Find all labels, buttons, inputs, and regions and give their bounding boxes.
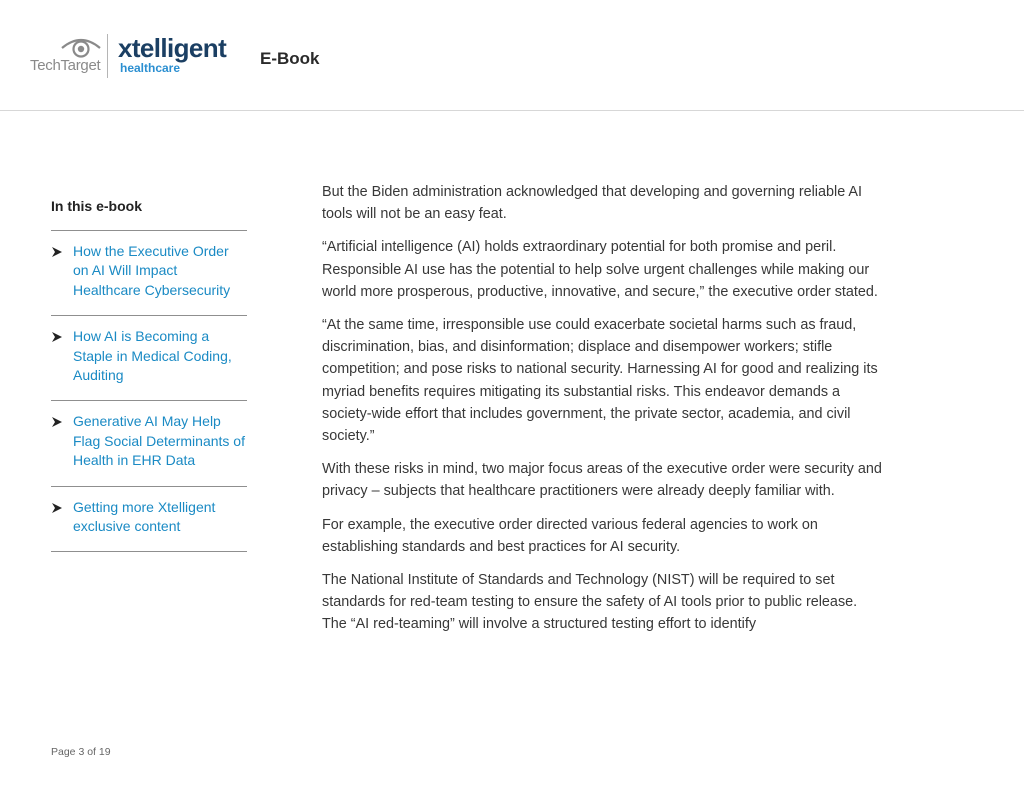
arrow-bullet-icon — [51, 331, 63, 343]
body-paragraph: “Artificial intelligence (AI) holds extraordinary potential for both promise and peril. Responsible AI use has the potential to help solve urgent challenges while making our world more prosperous, productive, innovative, and secure,” the executive order stated. — [322, 239, 878, 300]
eye-logo-icon — [60, 36, 102, 58]
arrow-bullet-icon — [51, 502, 63, 514]
body-paragraph: But the Biden administration acknowledged that developing and governing reliable AI tools will not be an easy feat. — [322, 184, 863, 223]
toc-item-social-determinants[interactable] — [51, 401, 247, 486]
body-paragraph: “At the same time, irresponsible use could exacerbate societal harms such as fraud, discrimination, bias, and disinformation; displace and disempower workers; stifle competition; and pose risks to national security. Harnessing AI for good and realizing its myriad benefits requires mitigating its substantial risks. This endeavor demands a society-wide effort that includes government, the private sector, academia, and civil society.” — [322, 317, 878, 445]
body-paragraph: With these risks in mind, two major focus areas of the executive order were security and privacy – subjects that healthcare practitioners were already deeply familiar with. — [322, 461, 882, 500]
article-body — [322, 181, 884, 647]
page-number: Page 3 of 19 — [51, 746, 111, 758]
document-type-label: E-Book — [260, 49, 320, 68]
toc-item-label[interactable]: Generative AI May Help Flag Social Determinants of Health in EHR Data — [73, 413, 245, 469]
arrow-bullet-icon — [51, 416, 63, 428]
toc-item-medical-coding[interactable] — [51, 316, 247, 401]
arrow-bullet-icon — [51, 246, 63, 258]
body-paragraph: The National Institute of Standards and Technology (NIST) will be required to set standards for red-team testing to ensure the safety of AI tools prior to public release. The “AI red-teaming” will involve a structured testing effort to identify — [322, 572, 858, 633]
techtarget-wordmark: TechTarget — [30, 57, 101, 74]
toc-item-executive-order[interactable] — [51, 231, 247, 316]
toc-item-label[interactable]: How AI is Becoming a Staple in Medical Coding, Auditing — [73, 328, 232, 384]
toc-item-exclusive-content[interactable] — [51, 487, 247, 553]
logo-divider — [107, 34, 108, 78]
page-header — [0, 0, 1024, 111]
body-paragraph: For example, the executive order directed various federal agencies to work on establishing standards and best practices for AI security. — [322, 516, 818, 555]
xtelligent-wordmark: xtelligent — [118, 33, 227, 63]
techtarget-logo — [30, 36, 102, 78]
healthcare-wordmark: healthcare — [120, 61, 181, 75]
toc-sidebar — [51, 196, 247, 552]
toc-item-label[interactable]: Getting more Xtelligent exclusive content — [73, 498, 216, 535]
toc-item-label[interactable]: How the Executive Order on AI Will Impact Healthcare Cybersecurity — [73, 243, 231, 298]
toc-title: In this e-book — [51, 196, 247, 231]
